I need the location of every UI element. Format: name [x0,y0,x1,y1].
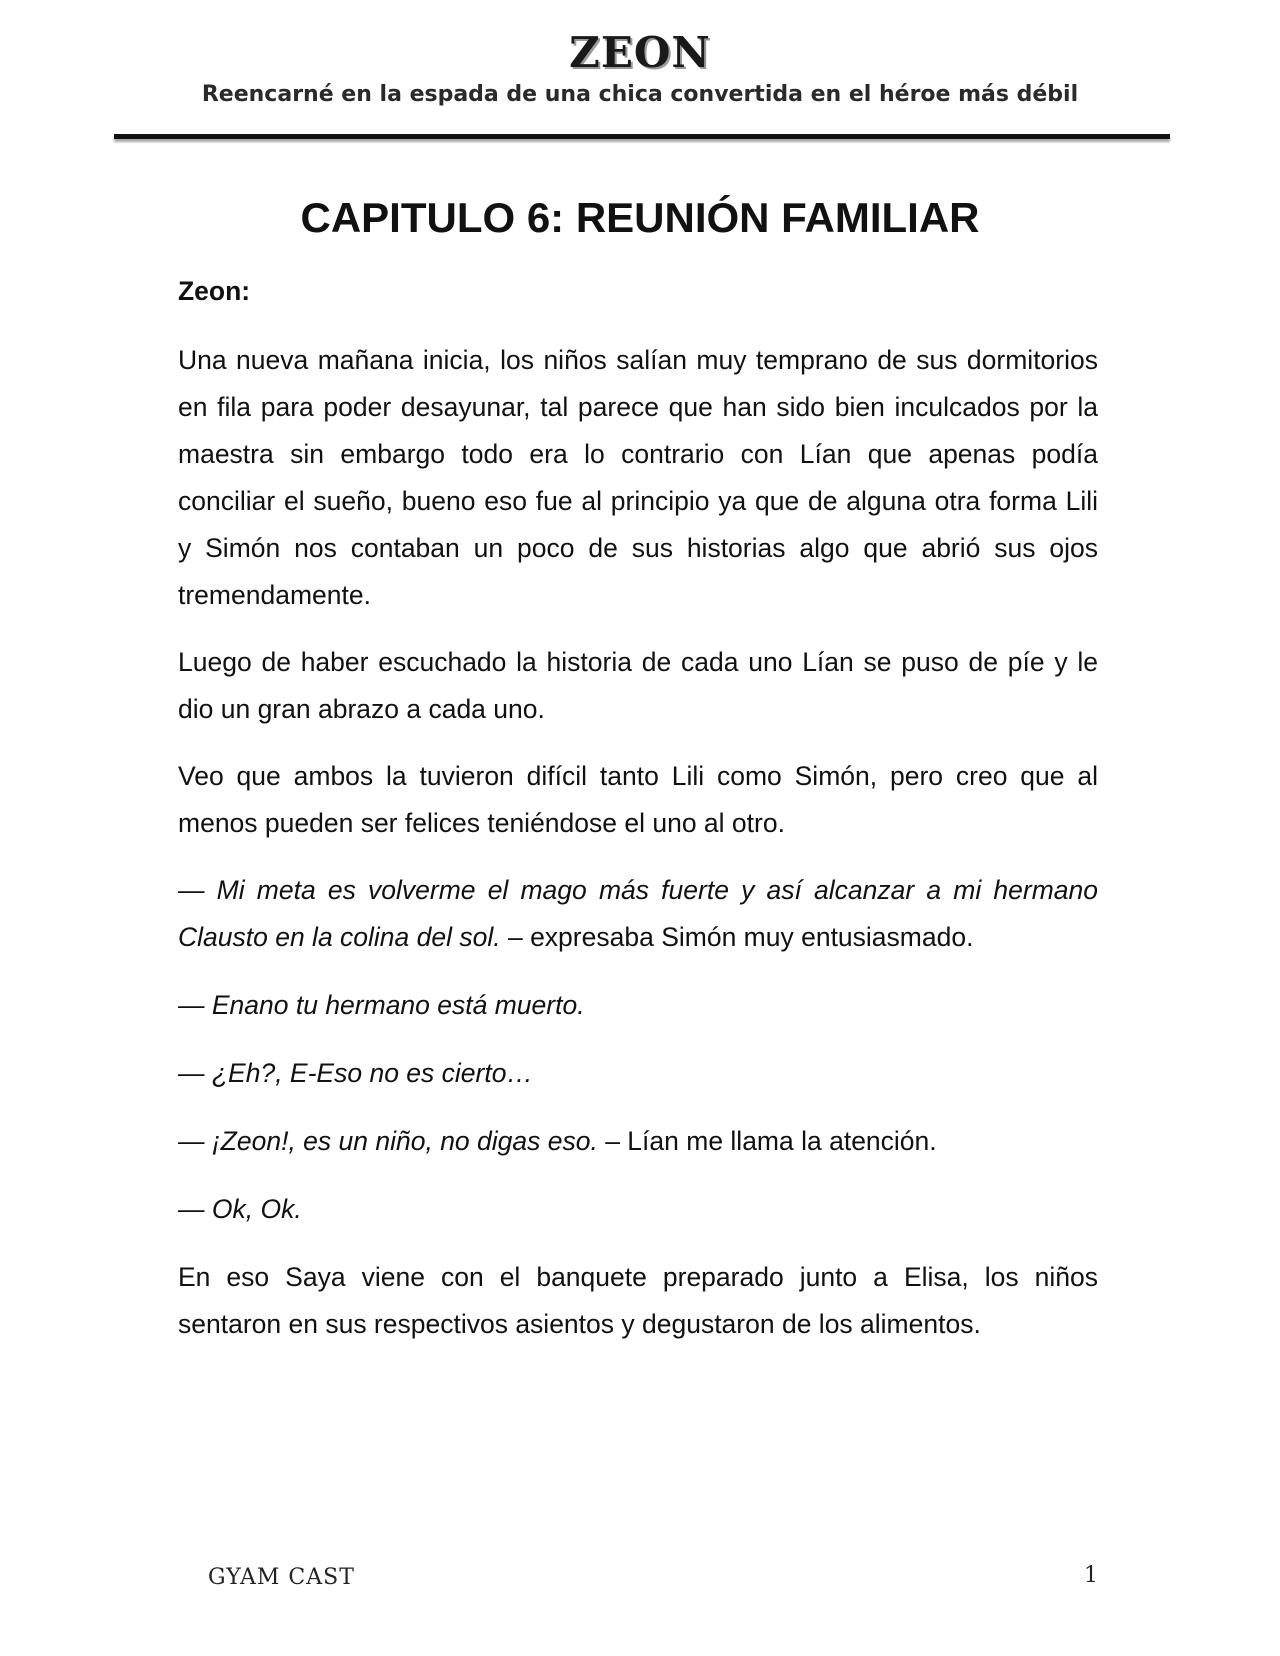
dialogue-2-speech: — Enano tu hermano está muerto. [178,990,585,1020]
chapter-body [178,268,1098,1368]
paragraph-3: Veo que ambos la tuvieron difícil tanto Lili como Simón, pero creo que al menos pueden ser felices teniéndose el uno al otro. [178,761,1098,838]
header-divider [114,134,1170,139]
dialogue-2 [178,982,1098,1029]
book-subtitle: Reencarné en la espada de una chica convertida en el héroe más débil [201,82,1079,107]
dialogue-4 [178,1118,1098,1165]
footer-publisher: GYAM CAST [208,1565,355,1590]
paragraph-4: En eso Saya viene con el banquete preparado junto a Elisa, los niños sentaron en sus respectivos asientos y degustaron de los alimentos. [178,1262,1098,1339]
paragraph-2: Luego de haber escuchado la historia de cada uno Lían se puso de píe y le dio un gran abrazo a cada uno. [178,647,1098,724]
page-number: 1 [1084,1563,1098,1588]
dialogue-5 [178,1186,1098,1233]
chapter-title: CAPITULO 6: REUNIÓN FAMILIAR [300,194,980,241]
dialogue-3 [178,1050,1098,1097]
dialogue-1-tag: – expresaba Simón muy entusiasmado. [500,922,974,952]
dialogue-5-speech: — Ok, Ok. [178,1194,302,1224]
dialogue-3-speech: — ¿Eh?, E-Eso no es cierto… [178,1058,533,1088]
page-header [0,28,1280,110]
dialogue-1 [178,867,1098,961]
paragraph-1: Una nueva mañana inicia, los niños salían muy temprano de sus dormitorios en fila para poder desayunar, tal parece que han sido bien inculcados por la maestra sin embargo todo era lo contrario con Lían que apenas podía conciliar el sueño, bueno eso fue al principio ya que de alguna otra forma Lili y Simón nos contaban un poco de sus historias algo que abrió sus ojos tremendamente. [178,345,1098,610]
book-title: ZEON [569,28,711,77]
dialogue-1-speech: — Mi meta es volverme el mago más fuerte y así alcanzar a mi hermano Clausto en la colina del sol. [178,875,1098,952]
narrator-label: Zeon: [178,276,251,306]
dialogue-4-speech: — ¡Zeon!, es un niño, no digas eso. [178,1126,598,1156]
dialogue-4-tag: – Lían me llama la atención. [597,1126,937,1156]
